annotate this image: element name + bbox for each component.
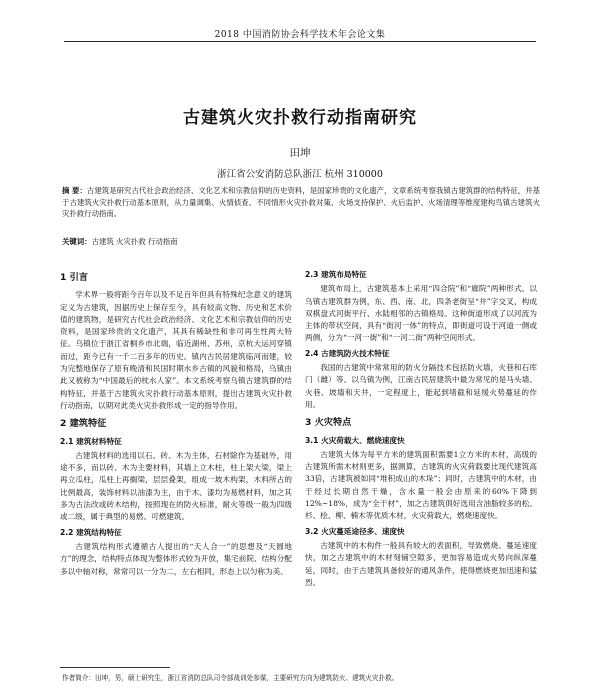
footnote-rule xyxy=(60,667,170,668)
keywords xyxy=(62,236,540,247)
keywords-label: 关键词： xyxy=(62,237,92,246)
subsection-heading: 2.3 建筑布局特征 xyxy=(305,270,367,279)
paragraph: 我国的古建筑中常常用的防火分隔技术包括防火墙，火巷和石库门（雌）等。以乌镇为例，江南古民居建筑中最为常见的是马头墙、火巷、坡墙和天井，一定程度上，能起到堵截和延缓火势蔓延的作用。 xyxy=(305,363,537,409)
paragraph: 建筑布局上，古建筑基本上采用“四合院”和“廊院”两种形式。以乌镇古建筑群为例，东、西、南、北，四条老街呈“井”字交叉，构成双棋盘式河街平行、水陆相邻的古镇格局。这种街道形成了以河流为主体的带状空间，具有“街河一体”的特点，即街道可设于河道一侧或两侧，分为“一河一街”和“一河二街”两种空间形式。 xyxy=(305,284,537,343)
paragraph: 学术界一般将距今百年以及不足百年但具有特殊纪念意义的建筑定义为古建筑，因据历史上保存至今，具有较高文物、历史和艺术价值的建筑物，是研究古代社会政治经济、文化艺术和宗教信仰的历史资料，是国家珍贵的文化遗产，其具有稀缺性和非可再生性两大特征。乌镇位于浙江省桐乡市北端，临近湖州、苏州，京杭大运河穿镇而过，距今已有一千二百多年的历史。镇内古民居建筑临河而建，较为完整地保存了原有晚清和民国时期水乡古镇的风貌和格局，乌镇由此又被称为“中国最后的枕水人家”。本文系统考察乌镇古建筑群的结构特征，并基于古建筑火灾扑救行动基本原则，提出古建筑火灾扑救行动指南，以期对此类火灾扑救形成一定的指导作用。 xyxy=(60,290,292,410)
section-heading: 3 火灾特点 xyxy=(305,417,352,429)
right-column xyxy=(305,266,537,589)
subsection-heading: 3.1 火灾荷载大、燃烧速度快 xyxy=(305,435,405,445)
paper-title: 古建筑火灾扑救行动指南研究 xyxy=(183,108,417,128)
abstract-text: 古建筑是研究古代社会政治经济、文化艺术和宗教信仰的历史资料，是国家珍贵的文化遗产，文章系统考察我镇古建筑群的结构特征，并基于古建筑火灾扑救行动基本原则，从力量调集、火情侦查、不同情形火灾扑救对策、火场支持保护、火后监护、火场清理等维度建构鸟镇古建筑火灾扑救行动指南。 xyxy=(62,186,540,219)
footnote: 作者简介：田坤，男，硕士研究生，浙江省消防总队司令部战训处参谋，主要研究方向为建筑防火、建筑火灾扑救。 xyxy=(62,674,399,682)
author-affiliation: 浙江省公安消防总队浙江 杭州 310000 xyxy=(217,169,383,180)
author-name: 田坤 xyxy=(289,147,311,159)
paragraph: 古建筑中的木构件一般具有较大的表面积，导致燃烧、蔓延速度快，加之古建筑中的木材刻铺空隙多，更加容易造成火势向纵深蔓延，同时，由于古建筑具备较好的通风条件，使得燃烧更加迅速和猛烈。 xyxy=(305,540,537,587)
left-column xyxy=(60,266,292,578)
subsection-heading: 2.2 建筑结构特征 xyxy=(60,527,122,537)
abstract xyxy=(62,185,540,220)
paragraph: 古建筑结构形式遵循古人提出的“天人合一”的思想及“天圆地方”的理念，结构特点体现为整体形式较为开放，集宅前院、结构分配多以中轴对称，常常可以一分为二，左右相同，形态上以匀称为美。 xyxy=(60,541,292,576)
running-header: 2018 中国消防协会科学技术年会论文集 xyxy=(214,30,386,40)
subsection-heading: 2.4 古建筑防火技术特征 xyxy=(305,348,390,358)
header-rule xyxy=(64,41,536,42)
abstract-label: 摘 要： xyxy=(62,186,87,195)
keywords-text: 古建筑 火灾扑救 行动指南 xyxy=(91,237,178,246)
section-heading: 2 建筑特征 xyxy=(60,418,107,430)
paragraph: 古建筑材料的选用以石、砖、木为主体，石材除作为基础外，用途不多，而以砖、木为主要材料，其墙上立木柱，柱上架大梁，梁上再立瓜柱，瓜柱上再搁梁，层层叠架，组成一坡木构架，木料所占的比例最高，装饰材料以油漆为主，由于木、漆均为易燃材料，加之其多为古法改或砖木结构，按照现在的防火标准，耐火等级一般为四级或二级，属于典型的易燃、可燃建筑。 xyxy=(60,450,292,522)
subsection-heading: 3.2 火灾蔓延途径多、速度快 xyxy=(305,526,405,536)
paragraph: 古建筑大体为每平方米的建筑面积需要1立方米的木材，高级的古建筑所需木材则更多，据测算，古建筑的火灾荷载要比现代建筑高33倍，古建筑被如同“堆积成山的木垛”；同时，古建筑中的木材，由于经过长期自然干燥，含水量一般会由原来的60%下降到12%~18%，成为“全干材”，加之古建筑俱好选用含油脂较多的松、杉、桧、柳、楠木等优质木材，火灾荷载大，燃烧速度快。 xyxy=(305,449,537,521)
subsection-heading: 2.1 建筑材料特征 xyxy=(60,436,122,446)
section-heading: 1 引言 xyxy=(60,272,88,283)
